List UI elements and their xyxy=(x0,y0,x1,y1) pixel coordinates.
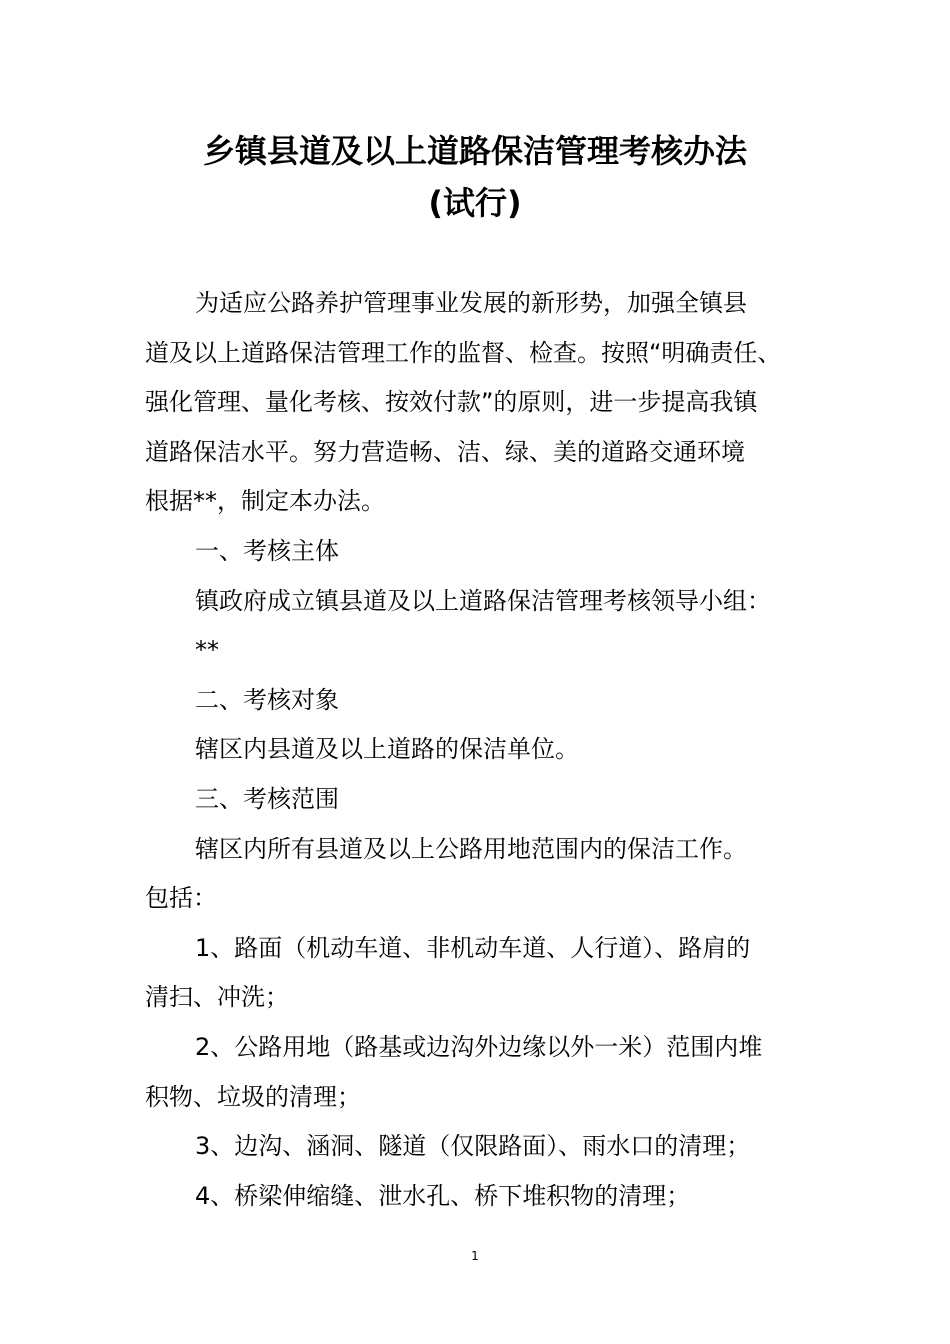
list-item-2-line: 积物、垃圾的清理； xyxy=(145,1082,361,1111)
list-item-1-line: 1、路面（机动车道、非机动车道、人行道）、路肩的 xyxy=(195,933,751,962)
intro-line: 为适应公路养护管理事业发展的新形势，加强全镇县 xyxy=(195,289,747,317)
section-heading-object: 二、考核对象 xyxy=(195,685,339,714)
intro-line: 根据**，制定本办法。 xyxy=(145,487,385,516)
list-item-4: 4、桥梁伸缩缝、泄水孔、桥下堆积物的清理； xyxy=(195,1181,691,1210)
section2-text: 辖区内县道及以上道路的保洁单位。 xyxy=(195,735,579,764)
page-number: 1 xyxy=(471,1249,479,1263)
document-subtitle: (试行) xyxy=(428,184,522,222)
section-heading-subject: 一、考核主体 xyxy=(195,536,339,565)
document-title: 乡镇县道及以上道路保洁管理考核办法 xyxy=(202,132,747,170)
intro-line: 强化管理、量化考核、按效付款”的原则，进一步提高我镇 xyxy=(145,388,758,417)
section1-line: ** xyxy=(195,636,219,665)
document-body xyxy=(145,279,810,1221)
list-item-3: 3、边沟、涵洞、隧道（仅限路面）、雨水口的清理； xyxy=(195,1132,751,1161)
intro-line: 道路保洁水平。努力营造畅、洁、绿、美的道路交通环境 xyxy=(145,437,745,466)
list-item-1-line: 清扫、冲洗； xyxy=(145,983,289,1012)
intro-line: 道及以上道路保洁管理工作的监督、检查。按照“明确责任、 xyxy=(145,338,782,367)
section-heading-scope: 三、考核范围 xyxy=(195,784,339,813)
list-item-2-line: 2、公路用地（路基或边沟外边缘以外一米）范围内堆 xyxy=(195,1032,763,1061)
section3-line: 包括： xyxy=(145,884,217,913)
section1-line: 镇政府成立镇县道及以上道路保洁管理考核领导小组： xyxy=(195,586,771,615)
section3-line: 辖区内所有县道及以上公路用地范围内的保洁工作。 xyxy=(195,834,747,863)
